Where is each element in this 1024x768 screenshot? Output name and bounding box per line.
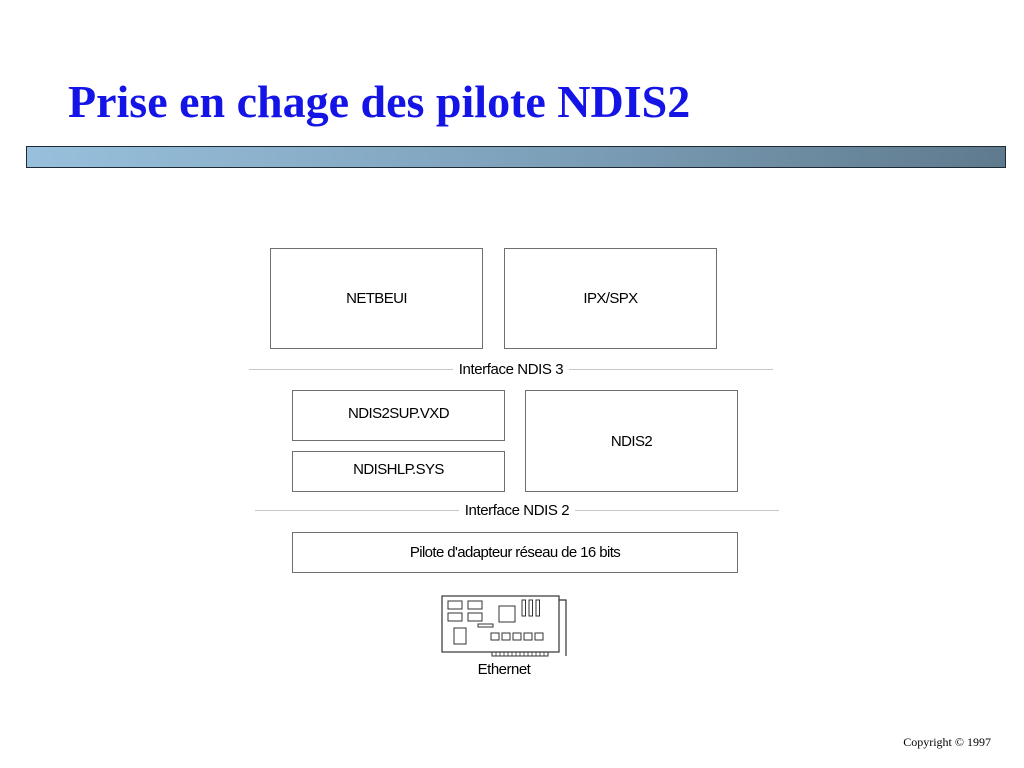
separator-line-left: [249, 369, 453, 370]
separator-line-left: [255, 510, 459, 511]
network-card-icon: [440, 594, 572, 658]
ndis2sup-box: [292, 390, 505, 441]
ndishlp-label: NDISHLP.SYS: [353, 461, 444, 478]
ndis2sup-label: NDIS2SUP.VXD: [348, 405, 449, 422]
copyright-text: Copyright © 1997: [903, 735, 991, 749]
netbeui-label: NETBEUI: [346, 290, 407, 307]
adapter-driver-box: [292, 532, 738, 573]
ipx-spx-box: [504, 248, 717, 349]
separator-line-right: [569, 369, 773, 370]
ndis2-box: [525, 390, 738, 492]
netbeui-box: [270, 248, 483, 349]
interface-ndis2-separator: [255, 500, 779, 520]
title-underline-bar: [26, 146, 1006, 168]
separator-line-right: [575, 510, 779, 511]
ndishlp-box: [292, 451, 505, 492]
interface-ndis3-separator: [249, 359, 773, 379]
adapter-driver-label: Pilote d'adapteur réseau de 16 bits: [409, 544, 621, 561]
interface-ndis2-label: Interface NDIS 2: [464, 501, 570, 519]
page-title: Prise en chage des pilote NDIS2: [68, 76, 691, 127]
interface-ndis3-label: Interface NDIS 3: [458, 360, 564, 378]
ethernet-label: Ethernet: [477, 661, 531, 678]
ndis2-label: NDIS2: [610, 432, 653, 450]
ipx-spx-label: IPX/SPX: [583, 290, 638, 307]
